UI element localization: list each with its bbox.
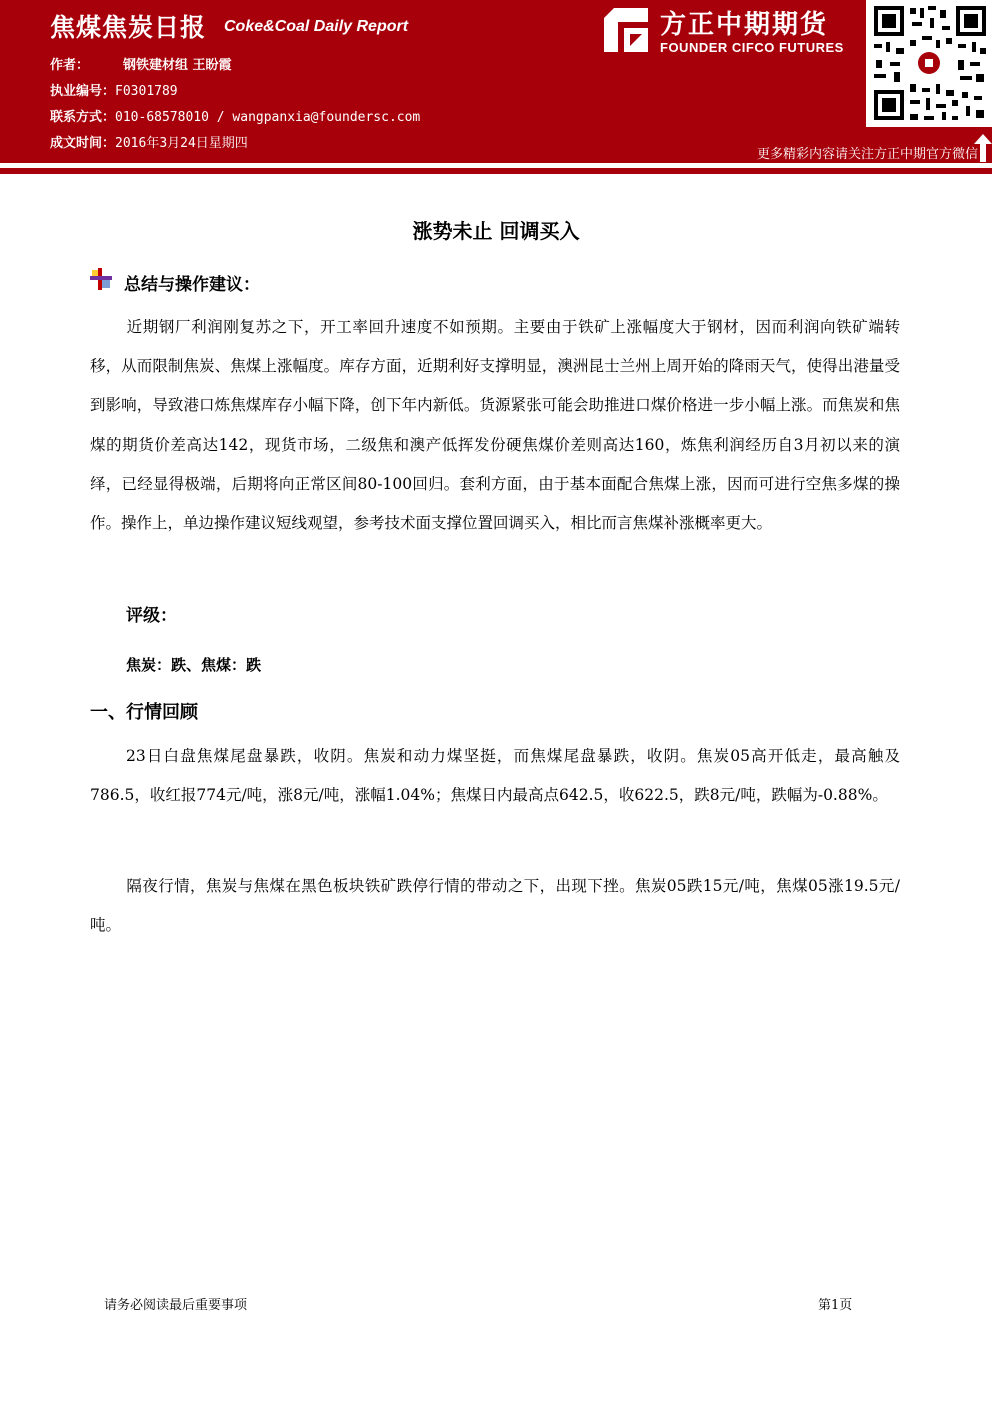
company-name-cn: 方正中期期货 (660, 10, 829, 40)
company-name-en: FOUNDER CIFCO FUTURES (660, 40, 844, 55)
rating-heading: 评级： (126, 606, 177, 626)
summary-text: 近期钢厂利润刚复苏之下，开工率回升速度不如预期。主要由于铁矿上涨幅度大于钢材，因而利润向铁矿端转移，从而限制焦炭、焦煤上涨幅度。库存方面，近期利好支撑明显，澳洲昆士兰州上周开始的降雨天气，使得出港量受到影响，导致港口炼焦煤库存小幅下降，创下年内新低。货源紧张可能会助推进口煤价格进一步小幅上涨。而焦炭和焦煤的期货价差高达142，现货市场，二级焦和澳产低挥发份硬焦煤价差则高达160，炼焦利润经历自3月初以来的演绎，已经显得极端，后期将向正常区间80-100回归。套利方面，由于基本面配合焦煤上涨，因而可进行空焦多煤的操作。操作上，单边操作建议短线观望，参考技术面支撑位置回调买入，相比而言焦煤补涨概率更大。 (90, 318, 900, 533)
up-arrow-icon (974, 134, 992, 162)
meta-value: 010-68578010 / wangpanxia@foundersc.com (115, 110, 421, 125)
report-title-cn: 焦煤焦炭日报 (50, 13, 207, 42)
meta-label: 执业编号： (50, 84, 116, 99)
section-market-review-heading: 一、行情回顾 (90, 702, 198, 723)
wechat-qr-code (866, 0, 992, 127)
meta-date (50, 132, 248, 151)
meta-contact (50, 106, 420, 125)
meta-value: 2016年3月24日星期四 (115, 136, 248, 151)
meta-license (50, 80, 178, 99)
meta-label: 联系方式： (50, 110, 116, 125)
market-review-text-1: 23日白盘焦煤尾盘暴跌，收阴。焦炭和动力煤坚挺，而焦煤尾盘暴跌，收阴。焦炭05高开低走，最高触及786.5，收红报774元/吨，涨8元/吨，涨幅1.04%；焦煤日内最高点642.5，收622.5，跌8元/吨，跌幅为-0.88%。 (90, 747, 900, 805)
wechat-tagline: 更多精彩内容请关注方正中期官方微信 (756, 147, 978, 162)
rating-value: 焦炭：跌、焦煤：跌 (126, 656, 262, 674)
page-number: 第1页 (818, 1298, 853, 1313)
footer-notice: 请务必阅读最后重要事项 (104, 1298, 248, 1313)
market-review-paragraph-1 (90, 737, 900, 815)
meta-label: 作者： (50, 58, 90, 73)
qr-code-icon (866, 0, 992, 127)
meta-author (50, 54, 232, 73)
document-title: 涨势未止 回调买入 (412, 219, 580, 243)
report-title-en: Coke&Coal Daily Report (224, 18, 409, 35)
meta-label: 成文时间： (50, 136, 116, 151)
section-bullet-icon (90, 268, 112, 290)
summary-paragraph (90, 308, 900, 543)
market-review-paragraph-2 (90, 867, 900, 945)
meta-value: 钢铁建材组 王盼霞 (123, 58, 232, 73)
meta-value: F0301789 (115, 84, 178, 99)
market-review-text-2: 隔夜行情，焦炭与焦煤在黑色板块铁矿跌停行情的带动之下，出现下挫。焦炭05跌15元/吨，焦煤05涨19.5元/吨。 (90, 877, 900, 935)
header-divider-bar (0, 168, 992, 174)
summary-heading: 总结与操作建议： (124, 275, 260, 295)
founder-logo-icon (604, 8, 648, 52)
